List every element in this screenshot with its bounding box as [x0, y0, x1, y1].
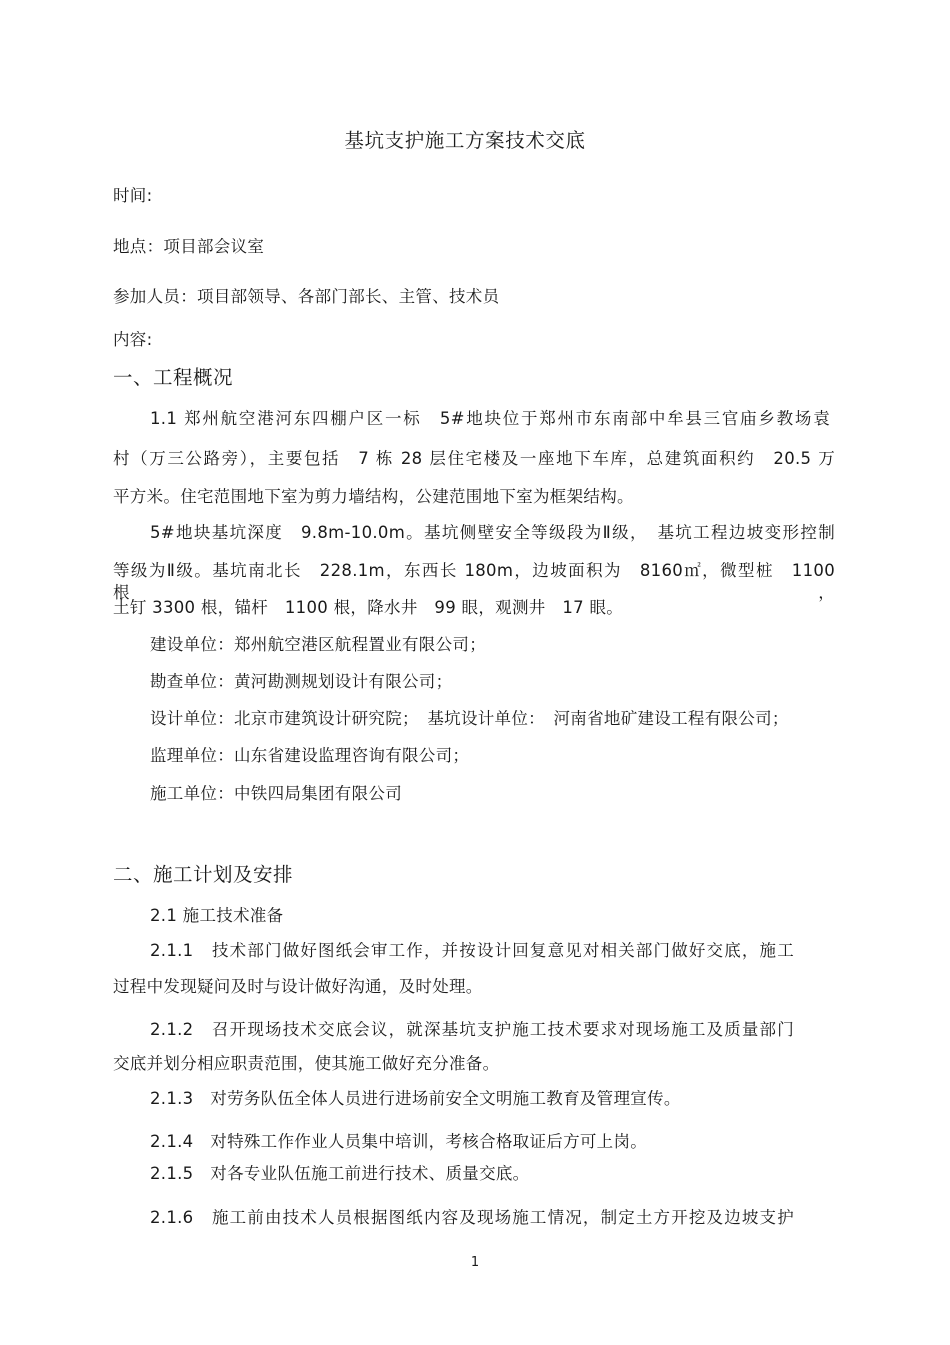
paragraph-line: 土钉 3300 根，锚杆 1100 根，降水井 99 眼，观测井 17 眼。	[113, 598, 624, 617]
section-heading-plan: 二、施工计划及安排	[113, 863, 294, 886]
list-item-line: 2.1.6 施工前由技术人员根据图纸内容及现场施工情况，制定土方开挖及边坡支护	[150, 1208, 794, 1227]
subsection-heading: 2.1 施工技术准备	[150, 906, 284, 925]
paragraph-line: 1.1 郑州航空港河东四棚户区一标 5#地块位于郑州市东南部中牟县三官庙乡教场袁	[150, 409, 830, 428]
document-title: 基坑支护施工方案技术交底	[344, 129, 586, 152]
list-item-line: 2.1.3 对劳务队伍全体人员进行进场前安全文明施工教育及管理宣传。	[150, 1089, 681, 1108]
unit-construction: 建设单位：郑州航空港区航程置业有限公司；	[150, 635, 486, 654]
list-item-line: 2.1.5 对各专业队伍施工前进行技术、质量交底。	[150, 1164, 530, 1183]
paragraph-line: 平方米。住宅范围地下室为剪力墙结构，公建范围地下室为框架结构。	[113, 487, 634, 506]
meta-time: 时间:	[113, 186, 153, 205]
unit-design: 设计单位：北京市建筑设计研究院； 基坑设计单位： 河南省地矿建设工程有限公司；	[150, 709, 789, 728]
list-item-line: 过程中发现疑问及时与设计做好沟通，及时处理。	[113, 977, 483, 996]
paragraph-line: 村（万三公路旁），主要包括 7 栋 28 层住宅楼及一座地下车库，总建筑面积约 20.5 万	[113, 449, 835, 468]
list-item-line: 2.1.2 召开现场技术交底会议，就深基坑支护施工技术要求对现场施工及质量部门	[150, 1020, 794, 1039]
list-item-line: 2.1.1 技术部门做好图纸会审工作，并按设计回复意见对相关部门做好交底，施工	[150, 941, 794, 960]
unit-survey: 勘查单位：黄河勘测规划设计有限公司；	[150, 672, 453, 691]
meta-attendees: 参加人员：项目部领导、各部门部长、主管、技术员	[113, 287, 500, 306]
list-item-line: 2.1.4 对特殊工作作业人员集中培训，考核合格取证后方可上岗。	[150, 1132, 648, 1151]
paragraph-line: 等级为Ⅱ级。基坑南北长 228.1m，东西长 180m，边坡面积为 8160㎡，微型桩 1100 根，	[113, 561, 835, 602]
section-heading-overview: 一、工程概况	[113, 366, 234, 389]
unit-supervision: 监理单位：山东省建设监理咨询有限公司；	[150, 746, 470, 765]
meta-content: 内容:	[113, 330, 153, 349]
list-item-line: 交底并划分相应职责范围，使其施工做好充分准备。	[113, 1054, 500, 1073]
paragraph-line: 5#地块基坑深度 9.8m-10.0m。基坑侧壁安全等级段为Ⅱ级， 基坑工程边坡变形控制	[150, 523, 835, 542]
meta-place: 地点：项目部会议室	[113, 237, 265, 256]
page-number: 1	[470, 1255, 480, 1270]
unit-contractor: 施工单位：中铁四局集团有限公司	[150, 784, 402, 803]
